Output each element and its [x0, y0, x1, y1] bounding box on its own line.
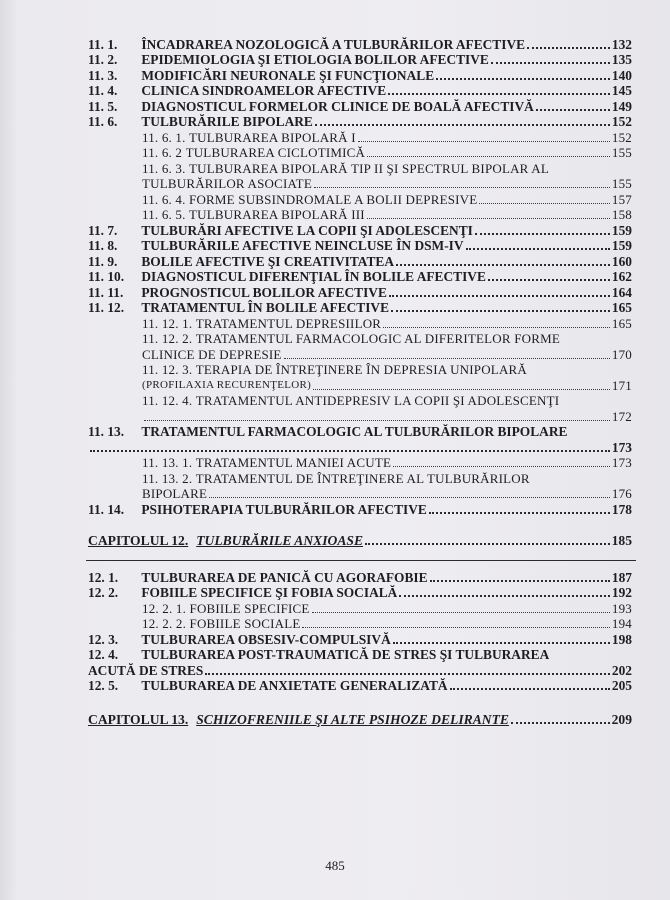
- entry-number: 12. 1.: [88, 569, 119, 585]
- entry-title: TRATAMENTUL DE ÎNTREŢINERE AL TULBURĂRILOR: [195, 470, 530, 486]
- toc-entry[interactable]: [0, 501, 670, 517]
- entry-page: 171: [611, 377, 632, 393]
- entry-title: TRATAMENTUL DEPRESIILOR: [195, 315, 382, 331]
- chapter-title: SCHIZOFRENIILE ŞI ALTE PSIHOZE DELIRANTE: [196, 711, 509, 727]
- section-rule: [86, 560, 636, 561]
- entry-title-continued: BIPOLARE: [142, 486, 208, 501]
- dot-leader: [365, 531, 610, 545]
- toc-entry[interactable]: [0, 362, 670, 378]
- dot-leader: [284, 346, 610, 359]
- dot-leader: [430, 568, 610, 582]
- entry-page: 173: [611, 439, 632, 455]
- entry-page: 173: [611, 455, 632, 470]
- entry-page: 187: [611, 569, 632, 585]
- entry-title-continued: ACUTĂ DE STRES: [88, 662, 204, 678]
- entry-page: 202: [611, 662, 632, 678]
- entry-page: 178: [611, 501, 632, 517]
- chapter-label: CAPITOLUL 12.: [88, 533, 189, 548]
- entry-title: TULBURAREA BIPOLARĂ III: [189, 207, 365, 222]
- dot-leader: [475, 221, 610, 235]
- toc-entry[interactable]: [0, 160, 670, 176]
- chapter-label: CAPITOLUL 13.: [88, 711, 189, 727]
- entry-number: 11. 6. 4.: [142, 191, 186, 207]
- toc-entry[interactable]: [0, 145, 670, 161]
- entry-page: 135: [611, 52, 632, 67]
- spacer: [0, 548, 670, 560]
- entry-number: 11. 13. 2.: [142, 470, 193, 486]
- entry-title: TULBURAREA BIPOLARĂ TIP II ŞI SPECTRUL BIPOLAR AL: [189, 160, 550, 176]
- dot-leader: [367, 144, 610, 157]
- toc-entry[interactable]: [0, 585, 670, 601]
- entry-number: 11. 12. 2.: [142, 331, 193, 346]
- dot-leader: [389, 283, 610, 297]
- entry-title: PSIHOTERAPIA TULBURĂRILOR AFECTIVE: [141, 501, 427, 517]
- dot-leader: [312, 600, 610, 613]
- entry-page: 160: [611, 253, 632, 269]
- dot-leader: [466, 236, 610, 250]
- dot-leader: [399, 583, 610, 597]
- dot-leader: [209, 485, 610, 498]
- dot-leader: [367, 206, 610, 219]
- entry-number: 11. 6. 2: [142, 145, 183, 160]
- toc-entry[interactable]: [0, 191, 670, 207]
- entry-title: EPIDEMIOLOGIA ŞI ETIOLOGIA BOLILOR AFECTIVE: [141, 52, 489, 67]
- entry-number: 11. 9.: [88, 253, 118, 269]
- entry-title: TULBURĂRI AFECTIVE LA COPII ŞI ADOLESCENŢI: [141, 222, 473, 238]
- toc-entry[interactable]: [0, 470, 670, 486]
- dot-leader: [450, 676, 610, 690]
- chapter-page: 185: [611, 533, 632, 548]
- entry-page: 198: [611, 631, 632, 647]
- entry-page: 192: [611, 585, 632, 600]
- toc-entry[interactable]: [0, 455, 670, 471]
- toc-entry[interactable]: [0, 315, 670, 331]
- entry-number: 12. 2. 1.: [142, 600, 187, 616]
- dot-leader: [429, 500, 610, 514]
- entry-page: 172: [611, 408, 632, 424]
- toc-entry[interactable]: [0, 600, 670, 616]
- entry-page: 132: [611, 36, 632, 52]
- entry-page: 157: [611, 191, 632, 207]
- entry-title: TULBURĂRILE BIPOLARE: [141, 114, 313, 129]
- entry-title: TULBURAREA DE ANXIETATE GENERALIZATĂ: [141, 678, 448, 693]
- entry-title: FOBIILE SOCIALE: [189, 616, 301, 631]
- dot-leader: [90, 438, 610, 452]
- entry-page: 152: [611, 114, 632, 129]
- entry-page: 158: [611, 207, 632, 222]
- table-of-contents: [0, 36, 670, 727]
- entry-title: DIAGNOSTICUL DIFERENŢIAL ÎN BOLILE AFECTIVE: [141, 269, 486, 284]
- entry-title: TULBURAREA BIPOLARĂ I: [189, 129, 356, 145]
- entry-page: 145: [611, 83, 632, 98]
- dot-leader: [393, 630, 610, 644]
- dot-leader: [491, 50, 610, 64]
- page-number: 485: [325, 858, 345, 873]
- dot-leader: [396, 252, 610, 266]
- entry-number: 11. 10.: [88, 269, 125, 284]
- spacer: [0, 693, 670, 711]
- entry-title: TRATAMENTUL FARMACOLOGIC AL TULBURĂRILOR BIPOLARE: [141, 424, 568, 439]
- entry-title: MODIFICĂRI NEURONALE ŞI FUNCŢIONALE: [141, 67, 435, 83]
- entry-number: 11. 3.: [88, 67, 118, 83]
- entry-title: TRATAMENTUL ÎN BOLILE AFECTIVE: [141, 300, 390, 315]
- entry-number: 11. 4.: [88, 83, 118, 98]
- entry-title: TRATAMENTUL ANTIDEPRESIV LA COPII ŞI ADOLESCENŢI: [195, 393, 560, 408]
- chapter-title: TULBURĂRILE ANXIOASE: [196, 533, 364, 548]
- toc-entry[interactable]: [0, 129, 670, 145]
- toc-entry[interactable]: [0, 300, 670, 316]
- entry-number: 11. 12.: [88, 300, 125, 315]
- entry-number: 12. 3.: [88, 631, 119, 647]
- entry-page: 140: [611, 67, 632, 83]
- dot-leader: [479, 191, 609, 204]
- entry-number: 12. 4.: [88, 647, 119, 662]
- dot-leader: [314, 175, 610, 188]
- entry-title: TULBURAREA POST-TRAUMATICĂ DE STRES ŞI TULBURAREA: [141, 647, 550, 662]
- entry-number: 11. 7.: [88, 222, 118, 238]
- dot-leader: [388, 81, 610, 95]
- entry-page: 170: [611, 346, 632, 362]
- entry-number: 11. 12. 4.: [142, 393, 193, 408]
- entry-number: 11. 6.: [88, 114, 118, 129]
- entry-number: 11. 12. 1.: [142, 315, 193, 331]
- dot-leader: [383, 315, 610, 328]
- chapter-heading[interactable]: [0, 711, 670, 727]
- entry-number: 11. 11.: [88, 284, 124, 300]
- toc-entry-continuation: [0, 176, 670, 192]
- toc-entry-continuation: [0, 377, 670, 393]
- entry-page: 155: [611, 176, 632, 191]
- entry-title: TULBURAREA CICLOTIMICĂ: [185, 145, 366, 160]
- dot-leader: [527, 35, 610, 49]
- toc-entry-continuation: [0, 346, 670, 362]
- entry-number: 12. 5.: [88, 678, 119, 693]
- dot-leader: [315, 112, 610, 126]
- dot-leader: [144, 408, 610, 421]
- entry-page: 162: [611, 269, 632, 284]
- toc-entry-continuation: [0, 439, 670, 455]
- dot-leader: [511, 710, 610, 724]
- entry-number: 11. 13.: [88, 424, 125, 439]
- toc-entry[interactable]: [0, 114, 670, 130]
- entry-number: 11. 1.: [88, 36, 118, 52]
- toc-entry-continuation: [0, 408, 670, 424]
- entry-page: 159: [611, 238, 632, 253]
- entry-title: FORME SUBSINDROMALE A BOLII DEPRESIVE: [189, 191, 478, 207]
- entry-number: 11. 13. 1.: [142, 455, 193, 470]
- entry-page: 159: [611, 222, 632, 238]
- toc-entry[interactable]: [0, 678, 670, 694]
- entry-number: 11. 6. 1.: [142, 129, 186, 145]
- entry-page: 193: [611, 600, 632, 616]
- entry-title: TRATAMENTUL MANIEI ACUTE: [195, 455, 392, 470]
- entry-title: FOBIILE SPECIFICE: [189, 600, 310, 616]
- dot-leader: [391, 298, 610, 312]
- dot-leader: [358, 129, 610, 142]
- entry-number: 12. 2.: [88, 585, 119, 600]
- entry-title: TULBURAREA DE PANICĂ CU AGORAFOBIE: [141, 569, 428, 585]
- dot-leader: [313, 377, 610, 390]
- entry-title: TULBURAREA OBSESIV-COMPULSIVĂ: [141, 631, 391, 647]
- entry-title: TRATAMENTUL FARMACOLOGIC AL DIFERITELOR FORME: [195, 331, 560, 346]
- dot-leader: [436, 66, 610, 80]
- chapter-page: 209: [611, 711, 632, 727]
- dot-leader: [205, 661, 610, 675]
- entry-number: 11. 2.: [88, 52, 118, 67]
- entry-page: 176: [611, 486, 632, 501]
- entry-title-continued: (PROFILAXIA RECURENŢELOR): [142, 378, 312, 391]
- entry-title: ÎNCADRAREA NOZOLOGICĂ A TULBURĂRILOR AFECTIVE: [141, 36, 526, 52]
- entry-page: 164: [611, 284, 632, 300]
- entry-number: 11. 8.: [88, 238, 118, 253]
- dot-leader: [393, 454, 610, 467]
- entry-number: 12. 2. 2.: [142, 616, 187, 631]
- entry-title: DIAGNOSTICUL FORMELOR CLINICE DE BOALĂ AFECTIVĂ: [141, 98, 534, 114]
- entry-page: 152: [611, 129, 632, 145]
- entry-page: 194: [611, 616, 632, 631]
- toc-entry[interactable]: [0, 631, 670, 647]
- entry-page: 165: [611, 315, 632, 331]
- entry-page: 205: [611, 678, 632, 693]
- entry-title-continued: TULBURĂRILOR ASOCIATE: [142, 176, 312, 191]
- entry-title: BOLILE AFECTIVE ŞI CREATIVITATEA: [141, 253, 394, 269]
- entry-number: 11. 12. 3.: [142, 362, 193, 377]
- entry-title-continued: CLINICE DE DEPRESIE: [142, 346, 282, 362]
- entry-page: 155: [611, 145, 632, 160]
- toc-entry[interactable]: [0, 393, 670, 409]
- chapter-heading[interactable]: [0, 533, 670, 549]
- entry-number: 11. 6. 3.: [142, 160, 186, 176]
- entry-title: CLINICA SINDROAMELOR AFECTIVE: [141, 83, 387, 98]
- entry-number: 11. 5.: [88, 98, 118, 114]
- dot-leader: [302, 615, 609, 628]
- entry-number: 11. 6. 5.: [142, 207, 186, 222]
- entry-title: TULBURĂRILE AFECTIVE NEINCLUSE ÎN DSM-IV: [141, 238, 464, 253]
- entry-title: FOBIILE SPECIFICE ŞI FOBIA SOCIALĂ: [141, 585, 398, 600]
- dot-leader: [488, 267, 610, 281]
- entry-number: 11. 14.: [88, 501, 125, 517]
- entry-page: 149: [611, 98, 632, 114]
- toc-entry[interactable]: [0, 331, 670, 347]
- entry-page: 165: [611, 300, 632, 315]
- entry-title: TERAPIA DE ÎNTREŢINERE ÎN DEPRESIA UNIPOLARĂ: [195, 362, 527, 377]
- entry-title: PROGNOSTICUL BOLILOR AFECTIVE: [141, 284, 387, 300]
- dot-leader: [536, 97, 610, 111]
